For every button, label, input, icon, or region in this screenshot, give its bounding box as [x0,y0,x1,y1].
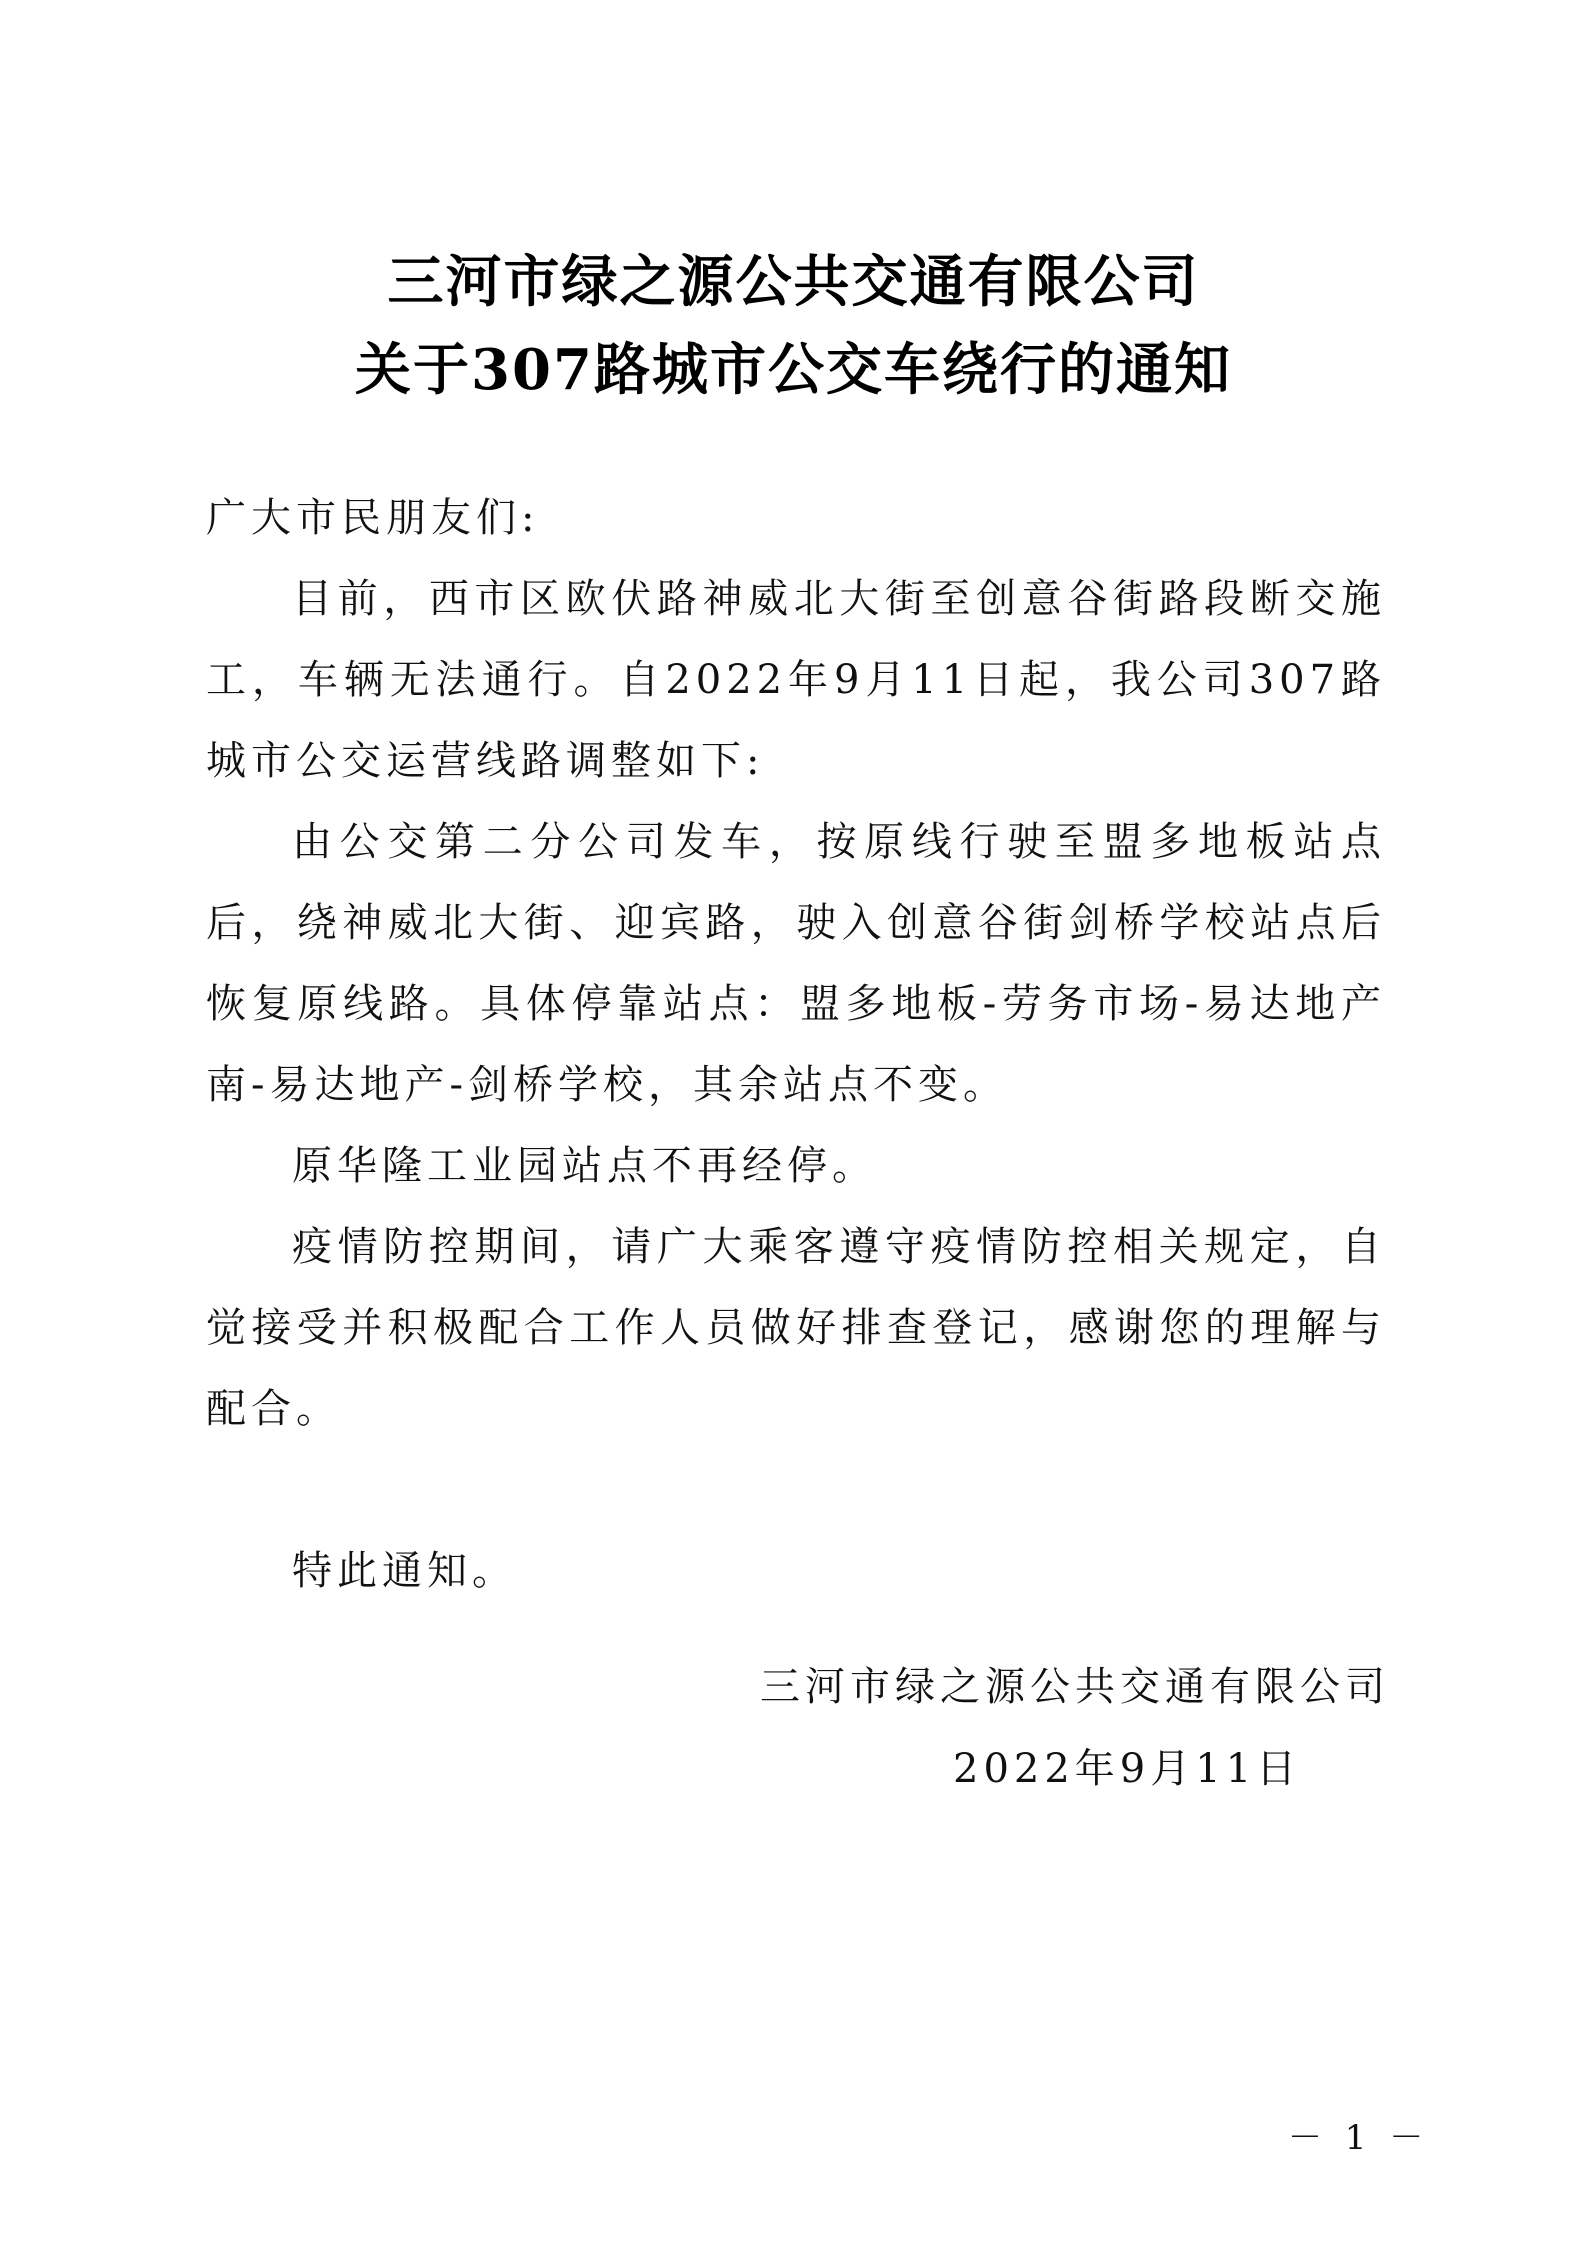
document-body [206,478,1386,1612]
paragraph-epidemic-notice: 疫情防控期间，请广大乘客遵守疫情防控相关规定，自觉接受并积极配合工作人员做好排查登记，感谢您的理解与配合。 [206,1224,1386,1432]
title-line-2: 关于307路城市公交车绕行的通知 [355,337,1232,403]
closing-statement: 特此通知。 [292,1548,517,1594]
signature-date: 2022年9月11日 [953,1746,1302,1792]
paragraph-road-closure: 目前，西市区欧伏路神威北大街至创意谷街路段断交施工，车辆无法通行。自2022年9月11日起，我公司307路城市公交运营线路调整如下: [206,576,1386,784]
signature-block [760,1646,1390,1810]
page-number: － 1 － [1288,2118,1430,2158]
paragraph-spacer [206,1450,1386,1531]
signature-organization: 三河市绿之源公共交通有限公司 [760,1664,1390,1710]
title-line-1: 三河市绿之源公共交通有限公司 [387,249,1200,315]
paragraph-route-change: 由公交第二分公司发车，按原线行驶至盟多地板站点后，绕神威北大街、迎宾路，驶入创意谷街剑桥学校站点后恢复原线路。具体停靠站点：盟多地板-劳务市场-易达地产南-易达地产-剑桥学校，其余站点不变。 [206,819,1386,1108]
salutation: 广大市民朋友们: [206,495,540,541]
paragraph-stop-removed: 原华隆工业园站点不再经停。 [292,1143,877,1189]
document-title [0,238,1587,414]
